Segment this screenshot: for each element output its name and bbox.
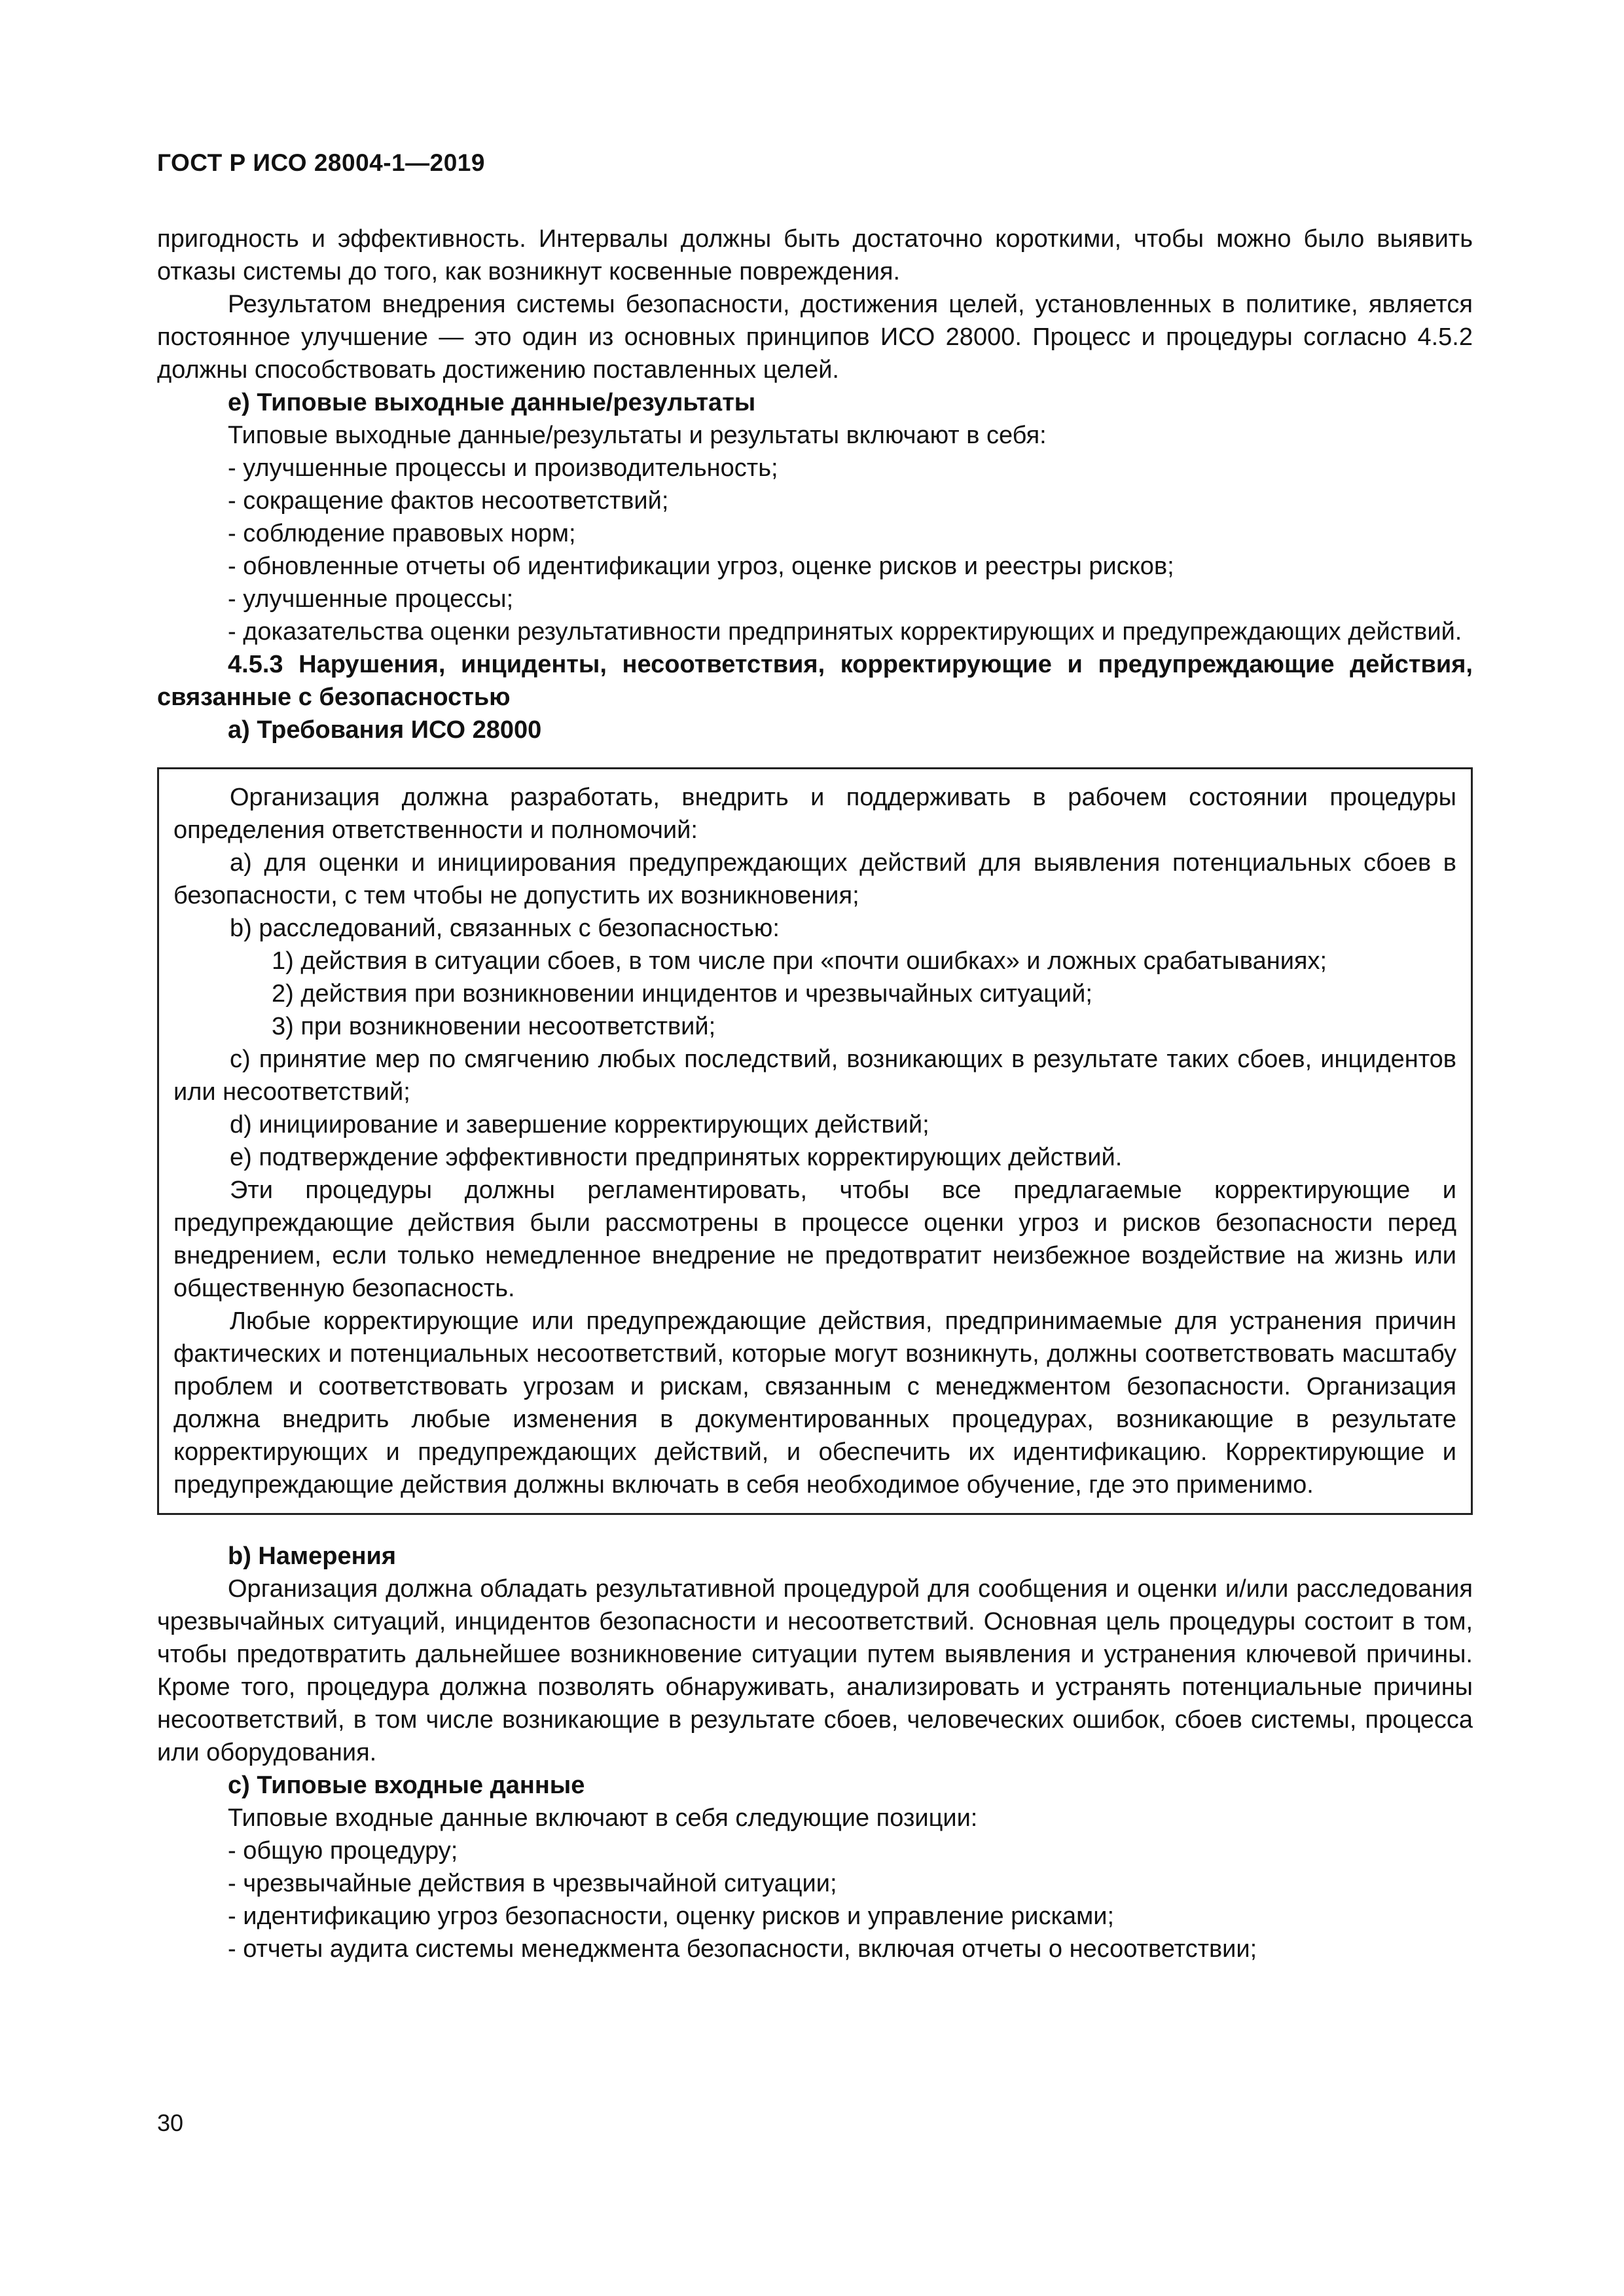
subsection-a-heading: a) Требования ИСО 28000	[228, 716, 542, 744]
list-item: - сокращение фактов несоответствий;	[228, 487, 669, 515]
box-subitem: 2) действия при возникновении инцидентов и чрезвычайных ситуаций;	[272, 980, 1092, 1008]
section-heading-4-5-3: 4.5.3 Нарушения, инциденты, несоответствия, корректирующие и предупреждающие действия, связанные с безопасностью	[157, 651, 1473, 711]
box-subitem: 1) действия в ситуации сбоев, в том числе при «почти ошибках» и ложных срабатываниях;	[272, 947, 1327, 975]
page-content	[157, 223, 1473, 1965]
box-item-e: e) подтверждение эффективности предпринятых корректирующих действий.	[230, 1144, 1123, 1171]
box-paragraph: Любые корректирующие или предупреждающие действия, предпринимаемые для устранения причин фактических и потенциальных несоответствий, которые могут возникнуть, должны соответствовать масштабу проблем и соответствовать угрозам и рискам, связанным с менеджментом безопасности. Организация должна внедрить любые изменения в документированных процедурах, возникающие в результате корректирующих и предупреждающих действий, и обеспечить их идентификацию. Корректирующие и предупреждающие действия должны включать в себя необходимое обучение, где это применимо.	[173, 1307, 1456, 1499]
section-c-intro: Типовые входные данные включают в себя следующие позиции:	[228, 1804, 978, 1832]
list-item: - чрезвычайные действия в чрезвычайной ситуации;	[228, 1870, 837, 1897]
section-b-text: Организация должна обладать результативной процедурой для сообщения и оценки и/или расследования чрезвычайных ситуаций, инцидентов безопасности и несоответствий. Основная цель процедуры состоит в том, чтобы предотвратить дальнейшее возникновение ситуации путем выявления и устранения ключевой причины. Кроме того, процедура должна позволять обнаруживать, анализировать и устранять потенциальные причины несоответствий, в том числе возникающие в результате сбоев, человеческих ошибок, сбоев системы, процесса или оборудования.	[157, 1575, 1473, 1766]
list-item: - улучшенные процессы и производительность;	[228, 454, 778, 482]
box-item-d: d) инициирование и завершение корректирующих действий;	[230, 1111, 929, 1139]
list-item: - соблюдение правовых норм;	[228, 520, 576, 547]
page-number: 30	[157, 2109, 184, 2136]
section-b-heading: b) Намерения	[228, 1542, 397, 1570]
intro-paragraph: Результатом внедрения системы безопасности, достижения целей, установленных в политике, является постоянное улучшение — это один из основных принципов ИСО 28000. Процесс и процедуры согласно 4.5.2 должны способствовать достижению поставленных целей.	[157, 291, 1473, 384]
list-item: - улучшенные процессы;	[228, 585, 514, 613]
list-item: - доказательства оценки результативности предпринятых корректирующих и предупреждающих действий.	[228, 618, 1462, 646]
box-item-c: c) принятие мер по смягчению любых последствий, возникающих в результате таких сбоев, инцидентов или несоответствий;	[173, 1046, 1456, 1106]
list-item: - идентификацию угроз безопасности, оценку рисков и управление рисками;	[228, 1903, 1115, 1930]
list-item: - обновленные отчеты об идентификации угроз, оценке рисков и реестры рисков;	[228, 553, 1174, 580]
box-subitem: 3) при возникновении несоответствий;	[272, 1013, 716, 1040]
requirements-box	[157, 767, 1473, 1515]
section-e-heading: e) Типовые выходные данные/результаты	[228, 389, 756, 416]
box-intro: Организация должна разработать, внедрить и поддерживать в рабочем состоянии процедуры определения ответственности и полномочий:	[173, 784, 1456, 844]
section-b	[157, 1540, 1473, 1769]
document-header: ГОСТ Р ИСО 28004-1—2019	[157, 149, 485, 176]
box-item-b: b) расследований, связанных с безопасностью:	[230, 915, 780, 942]
list-item: - отчеты аудита системы менеджмента безопасности, включая отчеты о несоответствии;	[228, 1935, 1257, 1963]
box-paragraph: Эти процедуры должны регламентировать, чтобы все предлагаемые корректирующие и предупреждающие действия были рассмотрены в процессе оценки угроз и рисков безопасности перед внедрением, если только немедленное внедрение не предотвратит неизбежное воздействие на жизнь или общественную безопасность.	[173, 1176, 1456, 1302]
box-item-a: a) для оценки и инициирования предупреждающих действий для выявления потенциальных сбоев в безопасности, с тем чтобы не допустить их возникновения;	[173, 849, 1456, 909]
section-c-heading: c) Типовые входные данные	[228, 1772, 585, 1799]
list-item: - общую процедуру;	[228, 1837, 458, 1865]
section-e-intro: Типовые выходные данные/результаты и результаты включают в себя:	[228, 422, 1047, 449]
intro-paragraph-continued: пригодность и эффективность. Интервалы должны быть достаточно короткими, чтобы можно было выявить отказы системы до того, как возникнут косвенные повреждения.	[157, 225, 1473, 285]
